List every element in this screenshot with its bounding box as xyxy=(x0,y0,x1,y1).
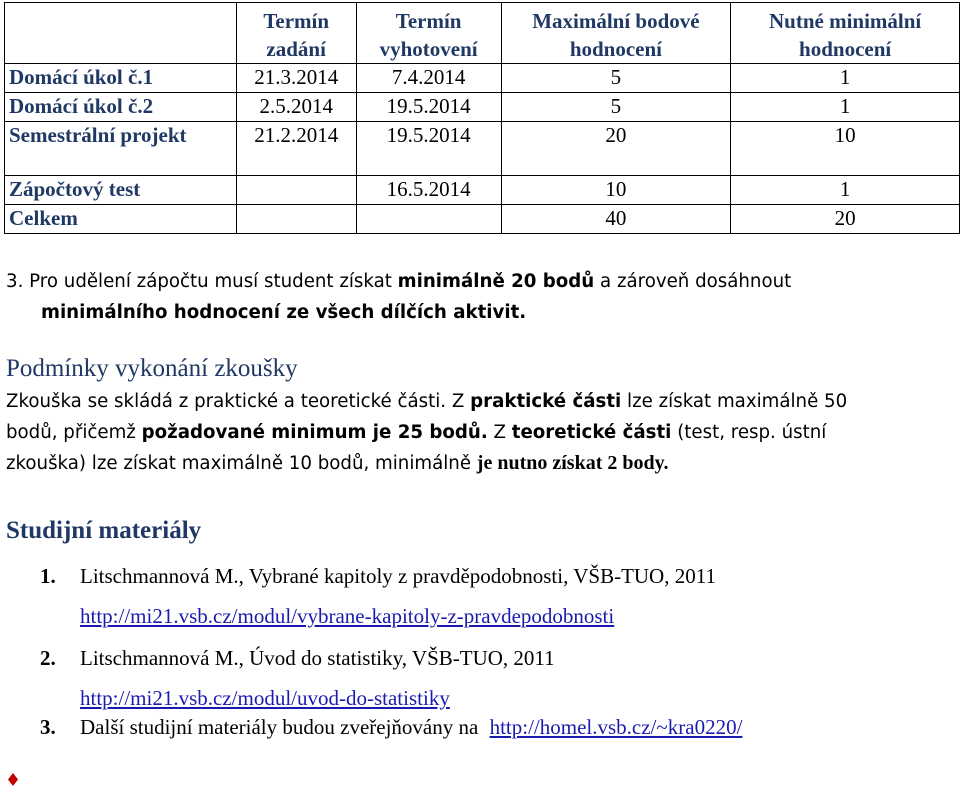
header-cell-min: Nutné minimální hodnocení xyxy=(731,3,960,64)
cell-min: 10 xyxy=(731,122,960,176)
list-item: 2. Litschmannová M., Úvod do statistiky, VŠB-TUO, 2011 xyxy=(40,646,555,670)
credit-rule: 3. Pro udělení zápočtu musí student získat minimálně 20 bodů a zároveň dosáhnout minimálního hodnocení ze všech dílčích aktivit. xyxy=(6,271,792,323)
header-cell-due: Termín vyhotovení xyxy=(356,3,501,64)
diamond-icon xyxy=(8,773,18,786)
cell-assigned: 21.2.2014 xyxy=(236,122,356,176)
cell-due: 19.5.2014 xyxy=(356,122,501,176)
table-row xyxy=(5,64,960,93)
table-row xyxy=(5,205,960,234)
materials-heading: Studijní materiály xyxy=(6,517,202,544)
cell-due xyxy=(356,205,501,234)
list-item-link xyxy=(80,686,450,711)
link-uvod-do-statistiky[interactable]: http://mi21.vsb.cz/modul/uvod-do-statistiky xyxy=(80,686,450,710)
cell-max: 10 xyxy=(501,176,731,205)
cell-min: 1 xyxy=(731,64,960,93)
link-homel[interactable]: http://homel.vsb.cz/~kra0220/ xyxy=(489,715,743,739)
cell-assigned: 21.3.2014 xyxy=(236,64,356,93)
cell-assigned xyxy=(236,205,356,234)
exam-heading: Podmínky vykonání zkoušky xyxy=(6,355,298,382)
table-header-row xyxy=(5,3,960,64)
cell-max: 40 xyxy=(501,205,731,234)
cell-max: 20 xyxy=(501,122,731,176)
header-cell-max: Maximální bodové hodnocení xyxy=(501,3,731,64)
cell-assigned xyxy=(236,176,356,205)
cell-due: 19.5.2014 xyxy=(356,93,501,122)
cell-max: 5 xyxy=(501,64,731,93)
table-row xyxy=(5,176,960,205)
cell-assigned: 2.5.2014 xyxy=(236,93,356,122)
row-label: Celkem xyxy=(5,205,237,234)
header-cell-assigned: Termín zadání xyxy=(236,3,356,64)
cell-min: 20 xyxy=(731,205,960,234)
link-vybrane-kapitoly[interactable]: http://mi21.vsb.cz/modul/vybrane-kapitoly-z-pravdepodobnosti xyxy=(80,604,615,628)
row-label: Domácí úkol č.2 xyxy=(5,93,237,122)
table-row xyxy=(5,122,960,176)
grades-table xyxy=(4,2,960,234)
list-item-link xyxy=(80,604,614,629)
cell-min: 1 xyxy=(731,93,960,122)
list-item: 3. Další studijní materiály budou zveřejňovány na http://homel.vsb.cz/~kra0220/ xyxy=(40,715,743,739)
exam-text: Zkouška se skládá z praktické a teoretické části. Z praktické části lze získat maximálně 50 bodů, přičemž požadované minimum je 25 bodů. Z teoretické části (test, resp. ústní zkouška) lze získat maximálně 10 bodů, minimálně je nutno získat 2 body. xyxy=(6,391,848,474)
row-label: Zápočtový test xyxy=(5,176,237,205)
header-cell-empty xyxy=(5,3,237,64)
cell-due: 16.5.2014 xyxy=(356,176,501,205)
row-label: Domácí úkol č.1 xyxy=(5,64,237,93)
row-label: Semestrální projekt xyxy=(5,122,237,176)
table-row xyxy=(5,93,960,122)
cell-min: 1 xyxy=(731,176,960,205)
credit-rule-number: 3. xyxy=(6,271,24,292)
cell-due: 7.4.2014 xyxy=(356,64,501,93)
cell-max: 5 xyxy=(501,93,731,122)
list-item: 1. Litschmannová M., Vybrané kapitoly z pravděpodobnosti, VŠB-TUO, 2011 xyxy=(40,564,716,588)
